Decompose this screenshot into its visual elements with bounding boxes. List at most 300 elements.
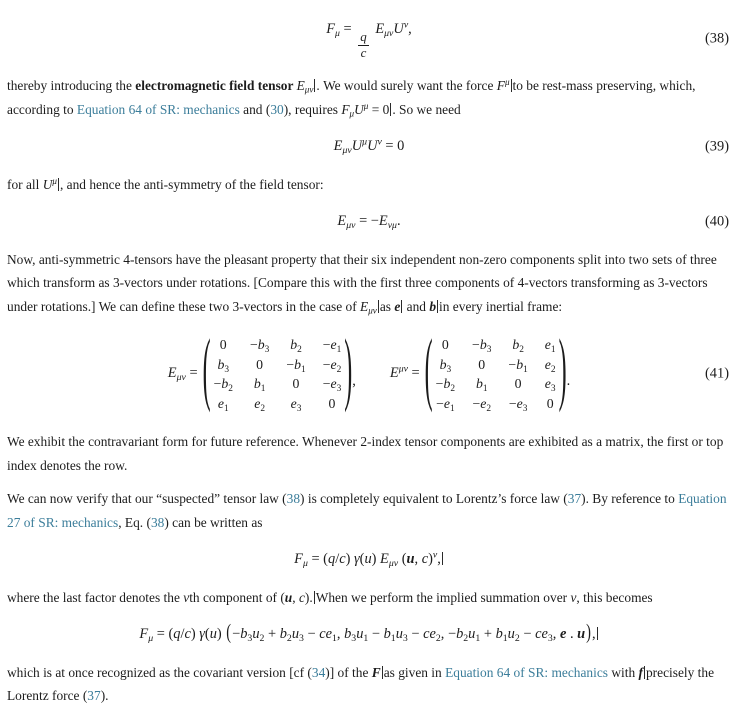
math-symbol: b xyxy=(512,337,520,353)
text-run: We can now verify that our “suspected” tensor law ( xyxy=(7,491,287,507)
cursor-bar xyxy=(511,79,512,92)
cursor-bar xyxy=(597,627,598,640)
math-operator: 1 xyxy=(502,632,508,644)
text-run: ), requires xyxy=(283,101,342,117)
math-symbol: e xyxy=(516,395,523,411)
reference-link[interactable]: 37 xyxy=(87,688,101,704)
cursor-bar xyxy=(58,178,59,191)
math-operator: 2 xyxy=(450,383,456,394)
math-bold-vector xyxy=(394,299,400,314)
math-symbol: u xyxy=(364,551,372,568)
matrix-trailing-punct: . xyxy=(566,373,571,390)
math-operator: 3 xyxy=(336,383,342,394)
math-operator: ) xyxy=(428,551,433,568)
math-symbol: e xyxy=(217,395,224,411)
math-symbol: e xyxy=(559,626,567,643)
math-operator: , xyxy=(336,626,345,643)
math-symbol: E xyxy=(337,213,347,230)
math-operator: = xyxy=(339,21,356,37)
text-run: as given in xyxy=(383,664,446,680)
reference-link[interactable]: 38 xyxy=(150,514,165,530)
math-symbol: F xyxy=(496,78,505,94)
text-run: , and hence the anti-symmetry of the field tensor: xyxy=(59,176,324,192)
math-symbol: F xyxy=(371,664,381,680)
math-symbol: e xyxy=(544,356,551,372)
matrix-cell xyxy=(323,335,342,355)
math-operator: 1 xyxy=(336,344,342,355)
math-symbol: E xyxy=(389,365,399,382)
inline-math xyxy=(297,78,317,93)
math-operator: 3 xyxy=(247,632,253,644)
equation-number: (39) xyxy=(705,138,729,155)
matrix-cell xyxy=(545,335,556,355)
math-operator: 2 xyxy=(286,632,292,644)
text-run: , Eq. ( xyxy=(118,514,151,530)
math-symbol: μν xyxy=(176,372,186,384)
matrix-cell xyxy=(323,374,342,394)
paragraph-antisymmetry xyxy=(7,173,731,197)
big-paren: ( xyxy=(226,620,232,645)
math-symbol: ce xyxy=(423,626,436,643)
math-symbol: b xyxy=(516,356,524,372)
math-symbol: νμ xyxy=(387,219,397,231)
math-operator: + xyxy=(264,626,280,643)
math-operator: − xyxy=(368,626,384,643)
math-symbol: b xyxy=(475,376,483,392)
math-operator: 3 xyxy=(402,632,408,644)
math-operator: + xyxy=(480,626,496,643)
math-symbol: U xyxy=(351,138,363,155)
paragraph-intro-tensor xyxy=(7,74,731,121)
math-operator: , xyxy=(292,589,299,605)
inline-math xyxy=(280,590,315,605)
math-operator: 0 xyxy=(546,395,554,411)
math-operator: . xyxy=(566,626,578,643)
math-fraction xyxy=(358,30,368,60)
matrix-cell xyxy=(545,355,556,375)
text-run: with xyxy=(607,664,639,680)
math-symbol: F xyxy=(294,551,303,568)
math-symbol: b xyxy=(221,376,229,392)
matrix-cell xyxy=(214,374,233,394)
paragraph-contravariant-note xyxy=(7,430,731,477)
math-operator: − xyxy=(322,356,331,372)
equation-math xyxy=(139,620,598,645)
math-symbol: b xyxy=(344,626,352,643)
math-operator: 3 xyxy=(547,632,553,644)
math-symbol: μ xyxy=(362,136,368,148)
math-symbol: μ xyxy=(52,175,57,186)
inline-math xyxy=(639,665,646,680)
math-operator: = − xyxy=(355,213,379,230)
math-symbol: e xyxy=(394,298,401,314)
matrix-cell xyxy=(218,394,229,414)
math-symbol: b xyxy=(217,356,225,372)
matrix-pair xyxy=(167,327,571,416)
text-run: and xyxy=(403,298,430,314)
math-operator: 3 xyxy=(299,632,304,644)
matrix-part xyxy=(389,327,571,416)
math-symbol: F xyxy=(326,21,336,37)
matrix-cell xyxy=(254,374,266,394)
math-bold-vector xyxy=(372,665,381,680)
matrix-paren: ) xyxy=(558,327,567,416)
math-operator: 2 xyxy=(435,632,441,644)
math-operator: − xyxy=(436,395,444,411)
text-run: th component of xyxy=(189,589,281,605)
math-operator: ) xyxy=(190,626,200,643)
math-operator: 3 xyxy=(522,403,528,414)
matrix-cell xyxy=(545,374,556,394)
math-operator: = xyxy=(407,365,420,382)
cursor-bar xyxy=(437,300,438,313)
math-symbol: u xyxy=(209,626,217,643)
matrix-part xyxy=(167,327,356,416)
matrix-paren: ) xyxy=(344,327,353,416)
math-operator: 3 xyxy=(446,364,452,375)
math-symbol: c xyxy=(298,589,305,605)
math-symbol: u xyxy=(284,589,293,605)
matrix-cell xyxy=(290,335,302,355)
equation-number: (41) xyxy=(705,365,729,382)
math-operator: 1 xyxy=(390,632,396,644)
equation-39 xyxy=(7,135,731,159)
math-symbol: ν xyxy=(377,136,382,148)
math-operator: 2 xyxy=(297,344,302,355)
math-symbol: b xyxy=(429,298,437,314)
inline-math xyxy=(429,299,439,314)
math-symbol: u xyxy=(406,551,415,568)
math-symbol: u xyxy=(507,626,515,643)
math-symbol: E xyxy=(360,298,369,314)
math-operator: 0 xyxy=(219,337,227,353)
math-operator: 2 xyxy=(514,632,520,644)
matrix-cell xyxy=(442,335,449,355)
text-run: where the last factor denotes the xyxy=(7,589,184,605)
math-operator: = 0 xyxy=(368,101,390,117)
equation-expanded xyxy=(7,620,731,647)
matrix-cell xyxy=(250,335,269,355)
math-operator: ( xyxy=(280,589,285,605)
text-run: to be rest-mass preserving, which, according to xyxy=(7,78,696,117)
math-symbol: q xyxy=(360,29,367,45)
text-run: . So we need xyxy=(392,101,461,117)
math-operator: , xyxy=(591,626,596,643)
math-operator: ) xyxy=(371,551,381,568)
math-symbol: b xyxy=(383,626,391,643)
math-operator: / xyxy=(335,551,340,568)
math-symbol: γ xyxy=(353,551,360,568)
math-symbol: γ xyxy=(199,626,205,643)
math-symbol: e xyxy=(330,376,337,392)
equation-math xyxy=(294,551,444,567)
math-symbol: μν xyxy=(368,305,377,316)
math-symbol: f xyxy=(638,664,643,680)
math-operator: − xyxy=(286,356,295,372)
math-operator: 2 xyxy=(463,632,469,644)
math-symbol: ν xyxy=(183,589,190,605)
cursor-bar xyxy=(378,300,379,313)
matrix-cell xyxy=(547,394,554,414)
math-symbol: U xyxy=(367,138,378,155)
reference-link[interactable]: Equation 64 of SR: mechanics xyxy=(76,101,240,117)
cursor-bar xyxy=(382,666,383,679)
reference-link[interactable]: Equation 27 of SR: mechanics xyxy=(7,491,727,530)
reference-link[interactable]: 37 xyxy=(567,491,582,507)
math-operator: 0 xyxy=(256,356,264,372)
math-bold-vector xyxy=(577,626,585,642)
math-operator: = ( xyxy=(307,551,328,568)
math-symbol: b xyxy=(279,626,287,643)
math-symbol: u xyxy=(356,626,364,643)
math-operator: 1 xyxy=(223,403,229,414)
bold-text: electromagnetic field tensor xyxy=(135,78,297,94)
inline-math xyxy=(394,299,403,314)
matrix-cell xyxy=(291,394,302,414)
math-operator: − xyxy=(472,395,481,411)
math-operator: , − xyxy=(440,626,457,643)
math-symbol: ν xyxy=(570,589,577,605)
math-operator: 1 xyxy=(482,383,488,394)
math-symbol: c xyxy=(339,551,346,568)
math-symbol: q xyxy=(327,551,336,568)
math-operator: , xyxy=(552,626,560,643)
cursor-bar xyxy=(442,552,443,565)
matrix-cell xyxy=(323,355,342,375)
cursor-bar xyxy=(644,666,645,679)
math-operator: 3 xyxy=(351,632,357,644)
math-operator: 2 xyxy=(259,632,265,644)
math-operator: 0 xyxy=(328,395,336,411)
text-run: for all xyxy=(7,176,43,192)
equation-41 xyxy=(7,327,731,416)
math-symbol: E xyxy=(380,551,389,568)
math-symbol: E xyxy=(296,78,305,94)
math-operator: 3 xyxy=(550,383,556,394)
math-operator: 3 xyxy=(224,364,230,375)
paragraph-verify-law xyxy=(7,487,731,534)
math-symbol: b xyxy=(253,376,261,392)
math-symbol: e xyxy=(254,395,261,411)
math-operator: 1 xyxy=(260,383,266,394)
math-operator: − xyxy=(508,356,517,372)
math-symbol: μν xyxy=(304,84,314,95)
math-symbol: e xyxy=(290,395,297,411)
math-operator: − xyxy=(472,337,480,353)
text-run: ) can be written as xyxy=(164,514,263,530)
text-run: which is at once recognized as the covariant version [cf ( xyxy=(7,664,312,680)
equation-force-gamma xyxy=(7,548,731,572)
math-bold-vector xyxy=(406,551,414,567)
math-symbol: ce xyxy=(319,626,332,643)
math-operator: − xyxy=(213,376,222,392)
inline-math xyxy=(497,78,513,93)
math-symbol: U xyxy=(393,21,404,37)
matrix-cell xyxy=(515,374,522,394)
matrix-cell xyxy=(472,394,491,414)
math-operator: 1 xyxy=(550,344,556,355)
matrix-cell xyxy=(440,355,452,375)
math-operator: , xyxy=(408,21,412,37)
reference-link[interactable]: 34 xyxy=(311,664,326,680)
inline-math xyxy=(360,299,380,314)
reference-link[interactable]: 30 xyxy=(270,101,284,117)
math-operator: 2 xyxy=(260,403,266,414)
math-operator: 0 xyxy=(441,337,449,353)
text-run: , this becomes xyxy=(576,589,653,605)
math-operator: ) xyxy=(345,551,354,568)
math-operator: 1 xyxy=(449,403,455,414)
math-operator: − xyxy=(322,376,331,392)
math-symbol: μν xyxy=(398,363,408,375)
math-symbol: U xyxy=(354,101,364,117)
equation-math xyxy=(334,138,405,154)
inline-math xyxy=(43,177,60,192)
math-symbol: b xyxy=(439,356,447,372)
math-bold-vector xyxy=(639,665,643,680)
math-symbol: μ xyxy=(148,632,154,644)
matrix-cell xyxy=(436,394,455,414)
math-operator: − xyxy=(249,337,258,353)
text-run: and ( xyxy=(239,101,271,117)
equation-number: (38) xyxy=(705,30,729,47)
matrix-cell xyxy=(220,335,227,355)
math-operator: 3 xyxy=(486,344,492,355)
text-run: in every inertial frame: xyxy=(439,298,563,314)
text-run: ). xyxy=(100,688,109,704)
math-symbol: u xyxy=(468,626,476,643)
math-symbol: e xyxy=(330,337,337,353)
math-symbol: μ xyxy=(349,108,355,119)
math-operator: 3 xyxy=(296,403,302,414)
math-operator: = ( xyxy=(153,626,174,643)
big-paren: ) xyxy=(586,620,591,645)
math-symbol: e xyxy=(480,395,487,411)
matrix-lhs xyxy=(168,362,198,386)
math-operator: , xyxy=(414,551,422,568)
math-operator: − xyxy=(519,626,536,643)
math-symbol: μ xyxy=(504,77,510,88)
math-operator: 1 xyxy=(475,632,481,644)
math-symbol: ν xyxy=(432,549,438,561)
equation-math xyxy=(337,213,400,229)
math-symbol: e xyxy=(544,337,551,353)
math-symbol: c xyxy=(360,44,367,60)
math-symbol: u xyxy=(291,626,300,643)
math-symbol: q xyxy=(173,626,181,643)
math-symbol: b xyxy=(257,337,265,353)
math-operator: . xyxy=(396,213,401,230)
math-symbol: μν xyxy=(346,219,356,231)
math-operator: 2 xyxy=(228,383,233,394)
matrix-paren: ( xyxy=(424,327,433,416)
math-operator: 1 xyxy=(363,632,369,644)
math-operator: / xyxy=(180,626,185,643)
math-symbol: e xyxy=(443,395,450,411)
math-operator: 3 xyxy=(264,344,270,355)
math-symbol: μν xyxy=(342,144,352,156)
math-symbol: u xyxy=(577,626,586,643)
math-operator: 2 xyxy=(486,403,492,414)
text-run: When we perform the implied summation over xyxy=(315,589,571,605)
matrix-cell xyxy=(512,335,524,355)
matrix-cell xyxy=(254,394,265,414)
text-run: as xyxy=(379,298,395,314)
math-operator: 0 xyxy=(478,356,486,372)
text-run: )] of the xyxy=(325,664,372,680)
inline-math xyxy=(341,102,392,117)
matrix-cell xyxy=(509,394,528,414)
matrix-cell xyxy=(478,355,485,375)
math-operator: 0 xyxy=(514,376,522,392)
matrix-cell xyxy=(472,335,491,355)
math-operator: ) xyxy=(216,626,226,643)
math-operator: 2 xyxy=(336,364,342,375)
math-symbol: b xyxy=(240,626,248,643)
math-operator: 1 xyxy=(523,364,528,375)
math-symbol: μν xyxy=(388,557,399,569)
math-symbol: c xyxy=(184,626,191,643)
math-symbol: u xyxy=(252,626,260,643)
reference-link[interactable]: 38 xyxy=(286,491,301,507)
math-operator: 1 xyxy=(301,364,306,375)
math-symbol: ce xyxy=(535,626,548,643)
math-operator: , xyxy=(437,551,441,568)
inline-math xyxy=(372,665,384,680)
math-symbol: b xyxy=(495,626,503,643)
matrix-grid xyxy=(211,334,345,414)
math-symbol: e xyxy=(544,376,551,392)
math-operator: ). xyxy=(304,589,313,605)
math-symbol: b xyxy=(443,376,451,392)
matrix-cell xyxy=(436,374,455,394)
equation-40 xyxy=(7,210,731,234)
reference-link[interactable]: Equation 64 of SR: mechanics xyxy=(445,664,608,680)
matrix-lhs xyxy=(390,362,420,386)
math-operator: ( xyxy=(204,626,210,643)
math-operator: = xyxy=(185,365,198,382)
cursor-bar xyxy=(314,591,315,604)
math-symbol: μ xyxy=(335,27,340,39)
matrix-cell xyxy=(217,355,229,375)
math-operator: = 0 xyxy=(381,138,405,155)
matrix-grid xyxy=(433,334,559,414)
matrix-paren: ( xyxy=(202,327,211,416)
math-symbol: μ xyxy=(363,100,369,111)
text-run: We exhibit the contravariant form for future reference. Whenever 2-index tensor components are exhibited as a matrix, the first or top index denotes the row. xyxy=(7,434,724,473)
math-symbol: b xyxy=(479,337,487,353)
math-symbol: μν xyxy=(384,27,394,39)
math-symbol: c xyxy=(421,551,429,568)
matrix-cell xyxy=(286,355,305,375)
math-operator: − xyxy=(435,376,444,392)
math-operator: − xyxy=(407,626,424,643)
text-run: ). By reference to xyxy=(581,491,679,507)
math-symbol: b xyxy=(294,356,301,372)
math-operator: ( xyxy=(398,551,407,568)
math-symbol: b xyxy=(290,337,298,353)
math-operator: − xyxy=(232,626,241,643)
math-bold-vector xyxy=(429,299,436,314)
matrix-trailing-punct: , xyxy=(352,373,356,390)
paragraph-three-vectors xyxy=(7,248,731,319)
math-operator: 0 xyxy=(292,376,300,392)
math-operator: 1 xyxy=(332,632,337,644)
matrix-cell xyxy=(256,355,263,375)
math-symbol: e xyxy=(330,356,337,372)
math-operator: 2 xyxy=(550,364,556,375)
matrix-cell xyxy=(329,394,336,414)
